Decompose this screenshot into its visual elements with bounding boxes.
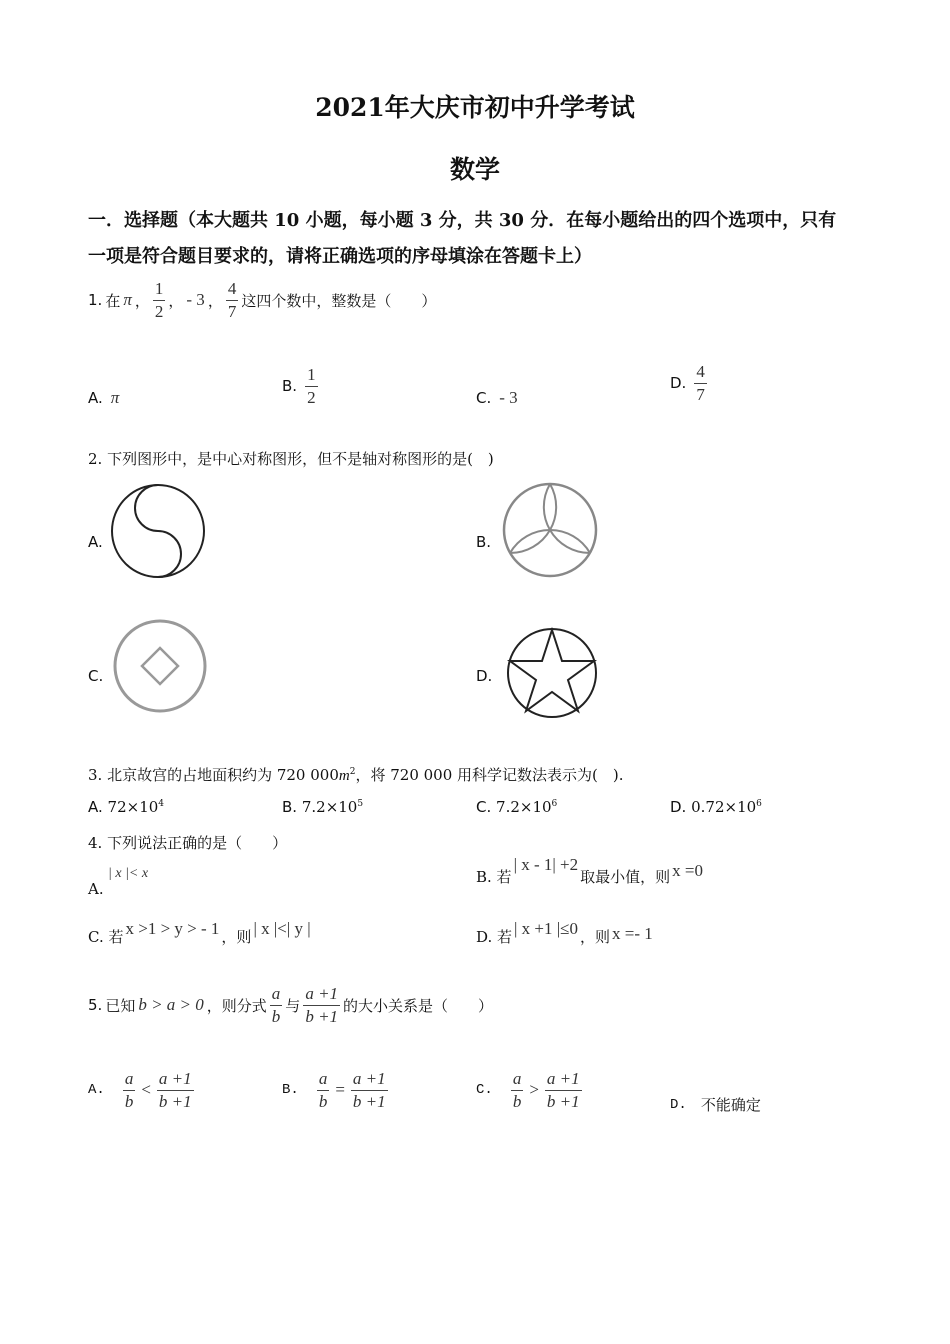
- option-math: x =0: [672, 861, 703, 880]
- q2-option-a-label[interactable]: A.: [88, 533, 103, 551]
- q5-option-b[interactable]: [282, 1070, 388, 1111]
- option-label: D. 若: [476, 928, 513, 946]
- option-base: 72×10: [107, 798, 159, 816]
- numerator: a +1: [546, 1069, 580, 1088]
- option-value: - 3: [499, 388, 518, 407]
- option-exponent: 6: [756, 799, 762, 809]
- fraction-one-half: [153, 280, 166, 321]
- option-exponent: 4: [158, 799, 165, 809]
- option-fraction-right: [157, 1070, 194, 1111]
- three-arcs-figure[interactable]: [498, 480, 602, 580]
- q1-pre: 在: [105, 291, 121, 310]
- denominator: 2: [307, 387, 316, 407]
- option-label: D.: [670, 798, 687, 816]
- option-math: | x |<| y |: [253, 919, 311, 938]
- option-mid: ，则: [221, 928, 252, 946]
- numerator: a +1: [305, 984, 339, 1003]
- separator: ，: [168, 291, 184, 310]
- pi-symbol: π: [123, 290, 132, 310]
- option-label: B. 若: [476, 868, 512, 886]
- option-fraction: [694, 363, 707, 404]
- q3-post: ，将 720 000 用科学记数法表示为( ).: [355, 766, 624, 784]
- numerator: a: [124, 1069, 134, 1088]
- section-heading-line1: 一．选择题（本大题共 10 小题，每小题 3 分，共 30 分．在每小题给出的四个选项中，只有: [88, 210, 837, 231]
- comparison-operator: <: [141, 1080, 151, 1100]
- neg-three: - 3: [186, 290, 205, 310]
- option-exponent: 6: [551, 799, 558, 809]
- numerator: 1: [307, 365, 316, 384]
- q5-mid: ，则分式: [206, 996, 267, 1015]
- denominator: b: [318, 1091, 328, 1111]
- q5-and: 与: [285, 996, 301, 1015]
- option-label: A.: [88, 1082, 105, 1099]
- option-label: B.: [282, 377, 298, 396]
- separator: ，: [207, 291, 223, 310]
- question-number: 5.: [88, 996, 103, 1015]
- condition: b > a > 0: [138, 995, 204, 1015]
- coin-diamond-figure[interactable]: [108, 616, 210, 716]
- q3-option-b[interactable]: [282, 798, 363, 816]
- denominator: b +1: [352, 1091, 386, 1111]
- option-label: C.: [476, 389, 492, 407]
- q2-option-b-label[interactable]: B.: [476, 533, 492, 551]
- unit: m: [338, 768, 350, 784]
- subject-title: 数学: [449, 155, 500, 184]
- section-heading-line2: 一项是符合题目要求的，请将正确选项的序母填涂在答题卡上）: [88, 246, 592, 267]
- numerator: a +1: [352, 1069, 386, 1088]
- q4-option-b[interactable]: [476, 855, 703, 887]
- numerator: 4: [696, 362, 705, 381]
- q5-option-d[interactable]: [670, 1094, 761, 1115]
- q1-option-a[interactable]: [88, 388, 119, 408]
- option-fraction-left: [123, 1070, 136, 1111]
- question-2: 2. 下列图形中，是中心对称图形，但不是轴对称图形的是( ): [88, 450, 494, 468]
- option-label: B.: [282, 1082, 299, 1099]
- q5-pre: 已知: [105, 996, 136, 1015]
- q4-option-d[interactable]: [476, 919, 653, 947]
- numerator: a +1: [158, 1069, 192, 1088]
- unit-exponent: 2: [349, 767, 356, 777]
- option-base: 0.72×10: [691, 798, 757, 816]
- option-math: | x |< x: [108, 866, 149, 881]
- fraction-a1-over-b1: [303, 985, 340, 1026]
- q3-option-d[interactable]: [670, 798, 762, 816]
- q1-post: 这四个数中，整数是（ ）: [241, 291, 437, 310]
- numerator: a: [271, 984, 281, 1003]
- q5-option-c[interactable]: [476, 1070, 582, 1111]
- denominator: 7: [696, 384, 705, 404]
- option-label: A.: [88, 798, 103, 816]
- q1-option-c[interactable]: [476, 388, 518, 408]
- q3-option-c[interactable]: [476, 798, 557, 816]
- yin-yang-figure[interactable]: [108, 482, 208, 580]
- option-math: x >1 > y > - 1: [125, 919, 220, 938]
- q1-option-d[interactable]: [670, 363, 707, 404]
- q3-pre: 3. 北京故宫的占地面积约为 720 000: [88, 766, 339, 784]
- q2-option-d-label[interactable]: D.: [476, 667, 493, 685]
- option-value: π: [110, 388, 120, 407]
- comparison-operator: >: [529, 1080, 539, 1100]
- fraction-four-sevenths: [226, 280, 239, 321]
- q3-option-a[interactable]: [88, 798, 164, 816]
- option-fraction: [305, 366, 318, 407]
- q4-option-c[interactable]: [88, 919, 311, 947]
- option-label: B.: [282, 798, 298, 816]
- exam-title: 2021年大庆市初中升学考试: [315, 93, 635, 122]
- numerator: 4: [227, 279, 237, 298]
- option-fraction-right: [545, 1070, 582, 1111]
- option-label: D.: [670, 1096, 687, 1113]
- option-label: A.: [88, 880, 104, 898]
- option-exponent: 5: [357, 799, 364, 809]
- denominator: b +1: [546, 1091, 580, 1111]
- option-label: C.: [476, 1082, 493, 1099]
- question-4: 4. 下列说法正确的是（ ）: [88, 834, 288, 852]
- question-5: [88, 985, 493, 1026]
- option-fraction-left: [511, 1070, 524, 1111]
- denominator: 2: [154, 301, 164, 321]
- denominator: 7: [227, 301, 237, 321]
- star-in-circle-figure[interactable]: [504, 626, 600, 720]
- q2-option-c-label[interactable]: C.: [88, 667, 104, 685]
- option-label: C. 若: [88, 928, 124, 946]
- question-1: [88, 280, 436, 321]
- option-math: | x +1 |≤0: [514, 919, 579, 938]
- q1-option-b[interactable]: [282, 366, 318, 407]
- option-fraction-left: [317, 1070, 330, 1111]
- denominator: b: [512, 1091, 522, 1111]
- denominator: b +1: [158, 1091, 192, 1111]
- question-number: 1.: [88, 291, 103, 310]
- q5-option-a[interactable]: [88, 1070, 194, 1111]
- denominator: b: [124, 1091, 134, 1111]
- denominator: b: [271, 1006, 281, 1026]
- numerator: 1: [154, 279, 164, 298]
- option-fraction-right: [351, 1070, 388, 1111]
- numerator: a: [512, 1069, 522, 1088]
- option-math: | x - 1| +2: [513, 855, 579, 874]
- denominator: b +1: [305, 1006, 339, 1026]
- numerator: a: [318, 1069, 328, 1088]
- q5-post: 的大小关系是（ ）: [343, 996, 494, 1015]
- option-base: 7.2×10: [496, 798, 552, 816]
- option-base: 7.2×10: [301, 798, 358, 816]
- option-mid: 取最小值，则: [580, 868, 671, 886]
- question-3: [88, 764, 624, 785]
- option-mid: ，则: [580, 928, 611, 946]
- option-label: A.: [88, 389, 103, 407]
- option-text: 不能确定: [700, 1096, 761, 1114]
- option-math: x =- 1: [612, 924, 653, 943]
- fraction-a-over-b: [270, 985, 283, 1026]
- comparison-operator: =: [335, 1080, 345, 1100]
- option-label: D.: [670, 374, 687, 393]
- option-label: C.: [476, 798, 492, 816]
- separator: ，: [134, 291, 150, 310]
